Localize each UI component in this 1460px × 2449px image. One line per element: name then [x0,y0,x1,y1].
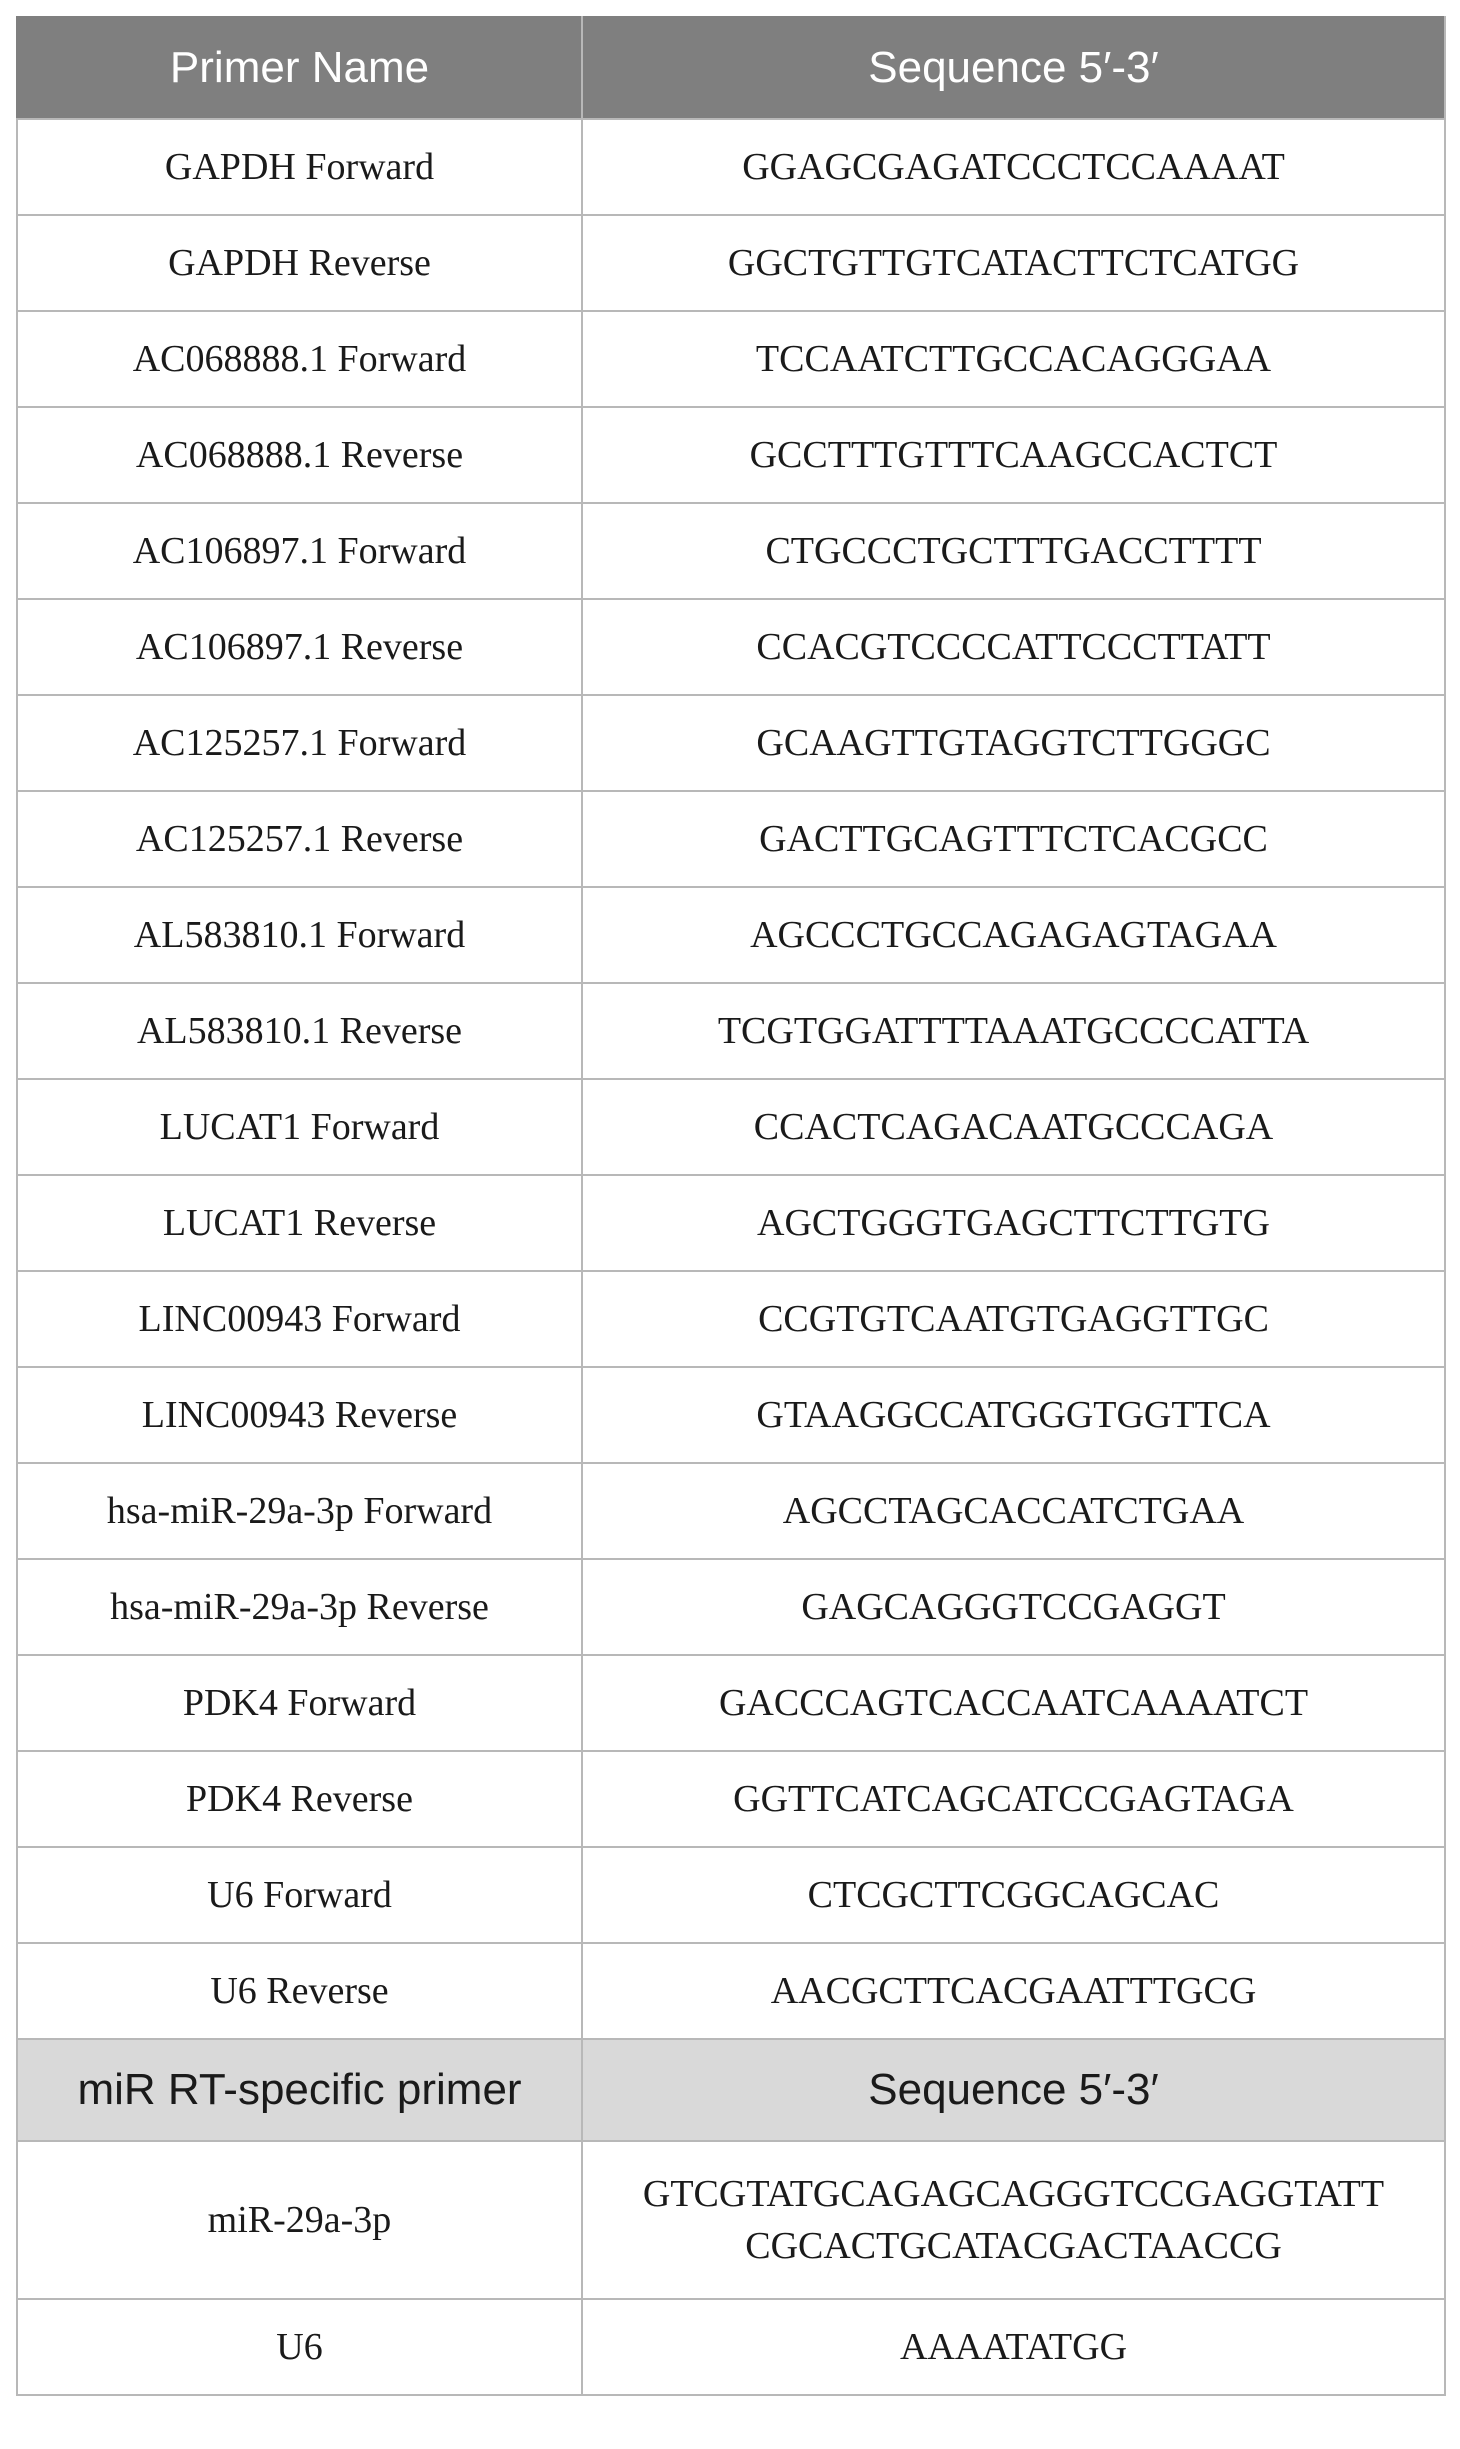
sequence-cell: AAAATATGG [582,2299,1445,2395]
table-row [17,119,1445,215]
sequence-header: Sequence 5′-3′ [582,17,1445,119]
sequence-cell: CTCGCTTCGGCAGCAC [582,1847,1445,1943]
sequence-cell [582,2141,1445,2299]
sequence-cell: GGCTGTTGTCATACTTCTCATGG [582,215,1445,311]
sequence-line: GTCGTATGCAGAGCAGGGTCCGAGGTATT [642,2173,1385,2215]
table-row [17,1943,1445,2039]
table-row [17,503,1445,599]
primer-name-cell: PDK4 Forward [17,1655,582,1751]
rt-primer-header-row [17,2039,1445,2141]
primer-name-cell: LUCAT1 Forward [17,1079,582,1175]
primer-name-cell: hsa-miR-29a-3p Reverse [17,1559,582,1655]
table-row [17,599,1445,695]
sequence-cell: CCGTGTCAATGTGAGGTTGC [582,1271,1445,1367]
table-row [17,983,1445,1079]
sequence-cell: GACTTGCAGTTTCTCACGCC [582,791,1445,887]
primer-name-cell: GAPDH Forward [17,119,582,215]
table-row [17,887,1445,983]
table-row [17,1655,1445,1751]
sequence-cell: AGCCCTGCCAGAGAGTAGAA [582,887,1445,983]
table-row [17,1847,1445,1943]
primer-name-cell: PDK4 Reverse [17,1751,582,1847]
primer-name-cell: LUCAT1 Reverse [17,1175,582,1271]
table-row [17,695,1445,791]
sequence-cell: TCCAATCTTGCCACAGGGAA [582,311,1445,407]
table-row [17,1079,1445,1175]
primer-name-cell: U6 Reverse [17,1943,582,2039]
rt-primer-header: miR RT-specific primer [17,2039,582,2141]
sequence-line: CGCACTGCATACGACTAACCG [745,2225,1282,2267]
primer-table-container [16,16,1444,2396]
table-row [17,1751,1445,1847]
primer-name-cell: AC068888.1 Forward [17,311,582,407]
sequence-cell: GGTTCATCAGCATCCGAGTAGA [582,1751,1445,1847]
primer-name-cell: U6 [17,2299,582,2395]
sequence-cell: GCCTTTGTTTCAAGCCACTCT [582,407,1445,503]
primer-table [16,16,1446,2396]
primer-name-cell: LINC00943 Reverse [17,1367,582,1463]
primer-name-cell: AC068888.1 Reverse [17,407,582,503]
sequence-cell: AACGCTTCACGAATTTGCG [582,1943,1445,2039]
table-row [17,407,1445,503]
sequence-cell: GAGCAGGGTCCGAGGT [582,1559,1445,1655]
sequence-cell: CCACTCAGACAATGCCCAGA [582,1079,1445,1175]
primer-name-cell: U6 Forward [17,1847,582,1943]
primer-name-cell: AL583810.1 Forward [17,887,582,983]
table-row [17,311,1445,407]
primer-name-cell: hsa-miR-29a-3p Forward [17,1463,582,1559]
sequence-cell: GCAAGTTGTAGGTCTTGGGC [582,695,1445,791]
table-row [17,2141,1445,2299]
primer-name-header: Primer Name [17,17,582,119]
primer-name-cell: GAPDH Reverse [17,215,582,311]
table-row [17,1367,1445,1463]
primer-name-cell: LINC00943 Forward [17,1271,582,1367]
table-row [17,1559,1445,1655]
sequence-cell: AGCTGGGTGAGCTTCTTGTG [582,1175,1445,1271]
sequence-cell: CTGCCCTGCTTTGACCTTTT [582,503,1445,599]
primer-name-cell: AC106897.1 Reverse [17,599,582,695]
primer-name-cell: miR-29a-3p [17,2141,582,2299]
sequence-cell: AGCCTAGCACCATCTGAA [582,1463,1445,1559]
table-row [17,215,1445,311]
sequence-cell: GTAAGGCCATGGGTGGTTCA [582,1367,1445,1463]
sequence-cell: CCACGTCCCCATTCCCTTATT [582,599,1445,695]
sequence-cell: GACCCAGTCACCAATCAAAATCT [582,1655,1445,1751]
sequence-cell: TCGTGGATTTTAAATGCCCCATTA [582,983,1445,1079]
primer-name-cell: AC125257.1 Reverse [17,791,582,887]
table-row [17,1463,1445,1559]
table-row [17,2299,1445,2395]
table-row [17,1175,1445,1271]
rt-sequence-header: Sequence 5′-3′ [582,2039,1445,2141]
table-header-row [17,17,1445,119]
sequence-cell: GGAGCGAGATCCCTCCAAAAT [582,119,1445,215]
primer-name-cell: AC106897.1 Forward [17,503,582,599]
table-row [17,791,1445,887]
primer-name-cell: AL583810.1 Reverse [17,983,582,1079]
table-row [17,1271,1445,1367]
primer-name-cell: AC125257.1 Forward [17,695,582,791]
